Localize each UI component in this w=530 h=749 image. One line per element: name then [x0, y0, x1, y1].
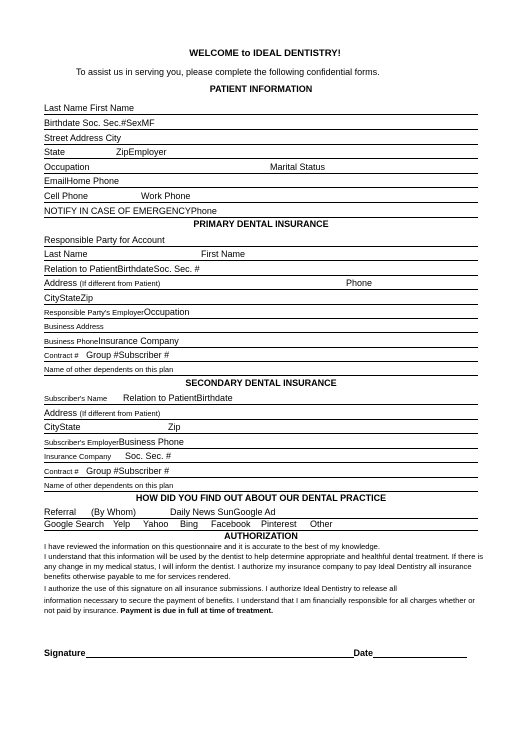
label-subscriber-name: Subscriber's Name: [44, 394, 108, 403]
label-date: Date: [353, 648, 374, 658]
label-responsible-party: Responsible Party for Account: [44, 235, 165, 245]
label-signature: Signature: [44, 648, 86, 658]
label-address: Address: [44, 408, 78, 418]
row-primary-relation[interactable]: [44, 261, 478, 276]
label-dependents: Name of other dependents on this plan: [44, 365, 174, 374]
label-city: City: [44, 293, 60, 303]
intro-text: To assist us in serving you, please complete the following confidential forms.: [76, 67, 380, 77]
row-patient-name[interactable]: [44, 100, 478, 115]
label-phone: Phone: [346, 278, 373, 288]
option-google-search[interactable]: Google Search: [44, 519, 105, 529]
label-business-phone: Business Phone: [118, 437, 184, 447]
row-secondary-contract[interactable]: [44, 463, 478, 478]
auth-paragraph-4: [44, 596, 484, 616]
label-contract: Contract #: [44, 467, 79, 476]
option-bing[interactable]: Bing: [180, 519, 199, 529]
label-city: City: [105, 133, 122, 143]
label-zip: Zip: [168, 422, 181, 432]
label-last-name: Last Name: [44, 103, 88, 113]
row-patient-address[interactable]: [44, 130, 478, 145]
label-employer: Employer: [128, 147, 167, 157]
section-authorization: AUTHORIZATION: [224, 531, 298, 541]
label-state: State: [59, 293, 81, 303]
label-mf: MF: [141, 118, 155, 128]
label-contract: Contract #: [44, 351, 79, 360]
row-primary-address[interactable]: [44, 275, 478, 290]
row-referral-sources[interactable]: [44, 516, 478, 531]
row-secondary-dependents[interactable]: [44, 477, 478, 492]
label-address-note: (If different from Patient): [79, 279, 161, 288]
label-employer: Subscriber's Employer: [44, 438, 119, 447]
label-occupation: Occupation: [44, 162, 90, 172]
row-primary-employer[interactable]: [44, 304, 478, 319]
label-relation: Relation to Patient: [123, 393, 197, 403]
row-primary-contract[interactable]: [44, 347, 478, 362]
label-birthdate: Birthdate: [44, 118, 81, 128]
section-referral: HOW DID YOU FIND OUT ABOUT OUR DENTAL PRACTICE: [135, 493, 387, 503]
label-zip: Zip: [116, 147, 129, 157]
section-secondary-insurance: SECONDARY DENTAL INSURANCE: [185, 378, 337, 388]
row-patient-cell[interactable]: [44, 188, 478, 203]
label-by-whom: (By Whom): [91, 507, 136, 517]
form-title: WELCOME to IDEAL DENTISTRY!: [189, 48, 341, 59]
signature-row: [44, 647, 467, 658]
label-insurance-company: Insurance Company: [44, 452, 112, 461]
label-employer: Responsible Party's Employer: [44, 308, 144, 317]
label-state: State: [44, 147, 66, 157]
label-business-phone: Business Phone: [44, 337, 99, 346]
auth-paragraph-4-text: information necessary to secure the payment of benefits. I understand that I am financially responsible for all charges whether or not paid by insurance.: [44, 596, 475, 616]
section-patient-information: PATIENT INFORMATION: [209, 84, 313, 94]
label-sex: Sex: [126, 118, 142, 128]
option-yelp[interactable]: Yelp: [113, 519, 131, 529]
row-primary-city[interactable]: [44, 290, 478, 305]
row-patient-occupation[interactable]: [44, 159, 478, 174]
label-soc-sec: Soc. Sec. #: [125, 451, 172, 461]
label-phone: Phone: [190, 206, 217, 216]
row-responsible-party[interactable]: [44, 232, 478, 247]
payment-due-notice: Payment is due in full at time of treatment.: [120, 606, 274, 616]
label-insurance-company: Insurance Company: [98, 336, 179, 346]
option-pinterest[interactable]: Pinterest: [261, 519, 297, 529]
label-city: City: [44, 422, 60, 432]
option-yahoo[interactable]: Yahoo: [143, 519, 169, 529]
label-street-address: Street Address: [44, 133, 104, 143]
row-secondary-insurance-company[interactable]: [44, 448, 478, 463]
label-google-ad: Google Ad: [233, 507, 276, 517]
row-patient-email[interactable]: [44, 173, 478, 188]
date-line[interactable]: [373, 647, 467, 658]
label-last-name: Last Name: [44, 249, 88, 259]
option-other[interactable]: Other: [310, 519, 333, 529]
row-secondary-employer[interactable]: [44, 434, 478, 449]
label-home-phone: Home Phone: [66, 176, 120, 186]
label-email: Email: [44, 176, 67, 186]
row-secondary-city[interactable]: [44, 419, 478, 434]
row-secondary-address[interactable]: [44, 405, 478, 420]
label-work-phone: Work Phone: [141, 191, 191, 201]
label-subscriber: Subscriber #: [118, 350, 170, 360]
label-emergency: NOTIFY IN CASE OF EMERGENCY: [44, 206, 191, 216]
label-subscriber: Subscriber #: [118, 466, 170, 476]
label-daily-news: Daily News Sun: [170, 507, 234, 517]
label-marital-status: Marital Status: [270, 162, 326, 172]
label-soc-sec: Soc. Sec. #: [153, 264, 200, 274]
option-facebook[interactable]: Facebook: [211, 519, 251, 529]
auth-paragraph-2: I understand that this information will be used by the dentist to help determine appropriate and healthful dental treatment. If there is any change in my medical status, I will inform the dentist. I authorize my insurance company to pay Ideal Dentistry all insurance benefits otherwise payable to me for services rendered.: [44, 552, 484, 582]
label-relation: Relation to Patient: [44, 264, 118, 274]
row-patient-state[interactable]: [44, 144, 478, 159]
label-address: Address: [44, 278, 78, 288]
section-primary-insurance: PRIMARY DENTAL INSURANCE: [193, 219, 329, 229]
label-dependents: Name of other dependents on this plan: [44, 481, 174, 490]
label-birthdate: Birthdate: [196, 393, 233, 403]
label-group: Group #: [86, 350, 119, 360]
row-patient-birthdate[interactable]: [44, 115, 478, 130]
auth-paragraph-3: I authorize the use of this signature on all insurance submissions. I authorize Ideal Dentistry to release all: [44, 584, 397, 593]
row-primary-dependents[interactable]: [44, 361, 478, 376]
row-emergency[interactable]: [44, 203, 478, 218]
label-zip: Zip: [80, 293, 94, 303]
label-soc-sec: Soc. Sec.#: [82, 118, 127, 128]
label-state: State: [59, 422, 81, 432]
label-birthdate: Birthdate: [117, 264, 154, 274]
label-first-name: First Name: [201, 249, 246, 259]
row-business-address[interactable]: [44, 318, 478, 333]
auth-paragraph-1: I have reviewed the information on this questionnaire and it is accurate to the best of my knowledge.: [44, 542, 381, 551]
label-occupation: Occupation: [143, 307, 190, 317]
label-business-address: Business Address: [44, 322, 104, 331]
label-referral: Referral: [44, 507, 77, 517]
row-secondary-subscriber[interactable]: [44, 390, 478, 405]
label-address-note: (If different from Patient): [79, 409, 161, 418]
row-primary-name[interactable]: [44, 246, 478, 261]
row-business-phone[interactable]: [44, 333, 478, 348]
label-cell-phone: Cell Phone: [44, 191, 89, 201]
label-first-name: First Name: [90, 103, 135, 113]
signature-line[interactable]: [86, 647, 354, 658]
label-group: Group #: [86, 466, 119, 476]
